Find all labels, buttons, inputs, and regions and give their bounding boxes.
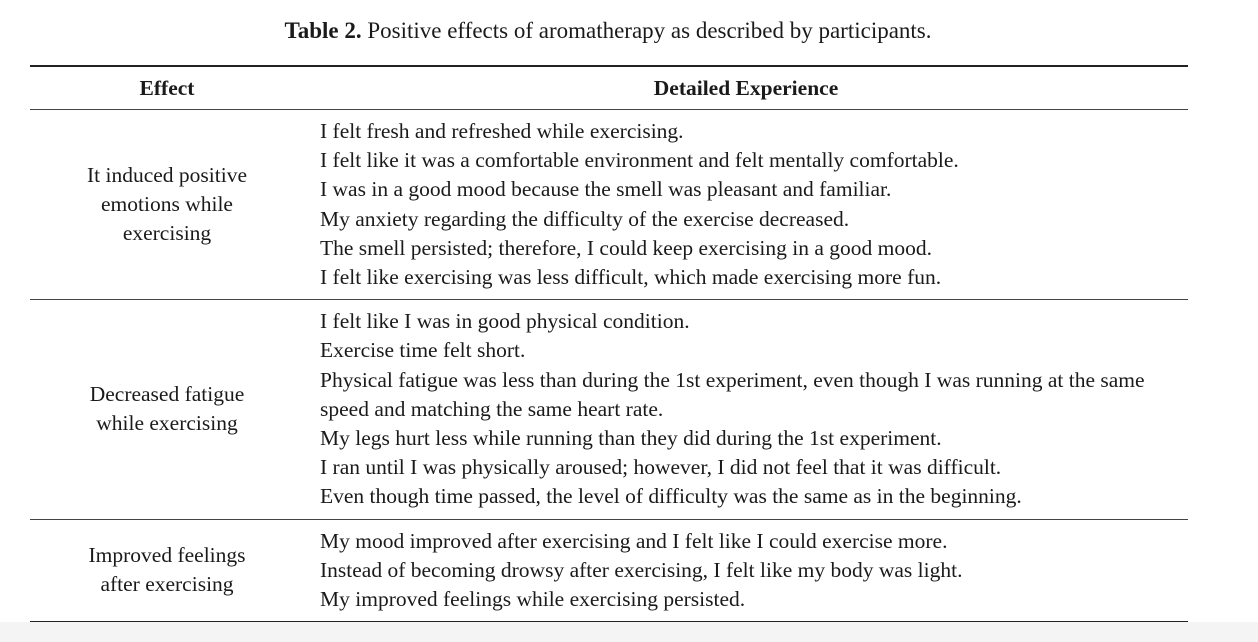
experience-line: Physical fatigue was less than during the 1st experiment, even though I was running at the same speed and matching the same heart rate. [320, 367, 1145, 421]
effect-cell [30, 519, 304, 622]
table-row [30, 519, 1188, 622]
experience-line: My anxiety regarding the difficulty of the exercise decreased. [320, 206, 850, 231]
experience-cell [304, 519, 1188, 622]
experience-line: My legs hurt less while running than they did during the 1st experiment. [320, 426, 942, 451]
effect-cell [30, 300, 304, 519]
effect-label: Improved feelings after exercising [88, 543, 246, 597]
caption-text: Positive effects of aromatherapy as described by participants. [361, 18, 932, 43]
page-bottom-strip [0, 622, 1258, 642]
experience-line: I was in a good mood because the smell was pleasant and familiar. [320, 177, 892, 202]
experience-line: Instead of becoming drowsy after exercising, I felt like my body was light. [320, 557, 963, 582]
experience-line: My mood improved after exercising and I felt like I could exercise more. [320, 528, 948, 553]
header-detailed-experience: Detailed Experience [304, 66, 1188, 110]
experience-line: My improved feelings while exercising persisted. [320, 587, 746, 612]
experience-cell [304, 110, 1188, 300]
experience-line: I felt like it was a comfortable environment and felt mentally comfortable. [320, 148, 959, 173]
effect-cell [30, 110, 304, 300]
experience-line: Exercise time felt short. [320, 338, 526, 363]
header-effect: Effect [30, 66, 304, 110]
table-container [30, 65, 1188, 623]
experience-line: I felt like exercising was less difficult, which made exercising more fun. [320, 265, 942, 290]
experience-line: Even though time passed, the level of difficulty was the same as in the beginning. [320, 484, 1022, 509]
header-row [30, 66, 1188, 110]
table-row [30, 110, 1188, 300]
table-row [30, 300, 1188, 519]
experience-line: I felt fresh and refreshed while exercising. [320, 119, 684, 143]
effect-label: It induced positive emotions while exercising [86, 163, 248, 246]
caption-label: Table 2. [284, 18, 362, 43]
table-caption [0, 16, 1216, 46]
experience-cell [304, 300, 1188, 519]
effects-table [30, 65, 1188, 623]
effect-label: Decreased fatigue while exercising [89, 382, 245, 436]
experience-line: I ran until I was physically aroused; however, I did not feel that it was difficult. [320, 455, 1002, 480]
experience-line: I felt like I was in good physical condition. [320, 309, 690, 334]
experience-line: The smell persisted; therefore, I could keep exercising in a good mood. [320, 235, 932, 260]
